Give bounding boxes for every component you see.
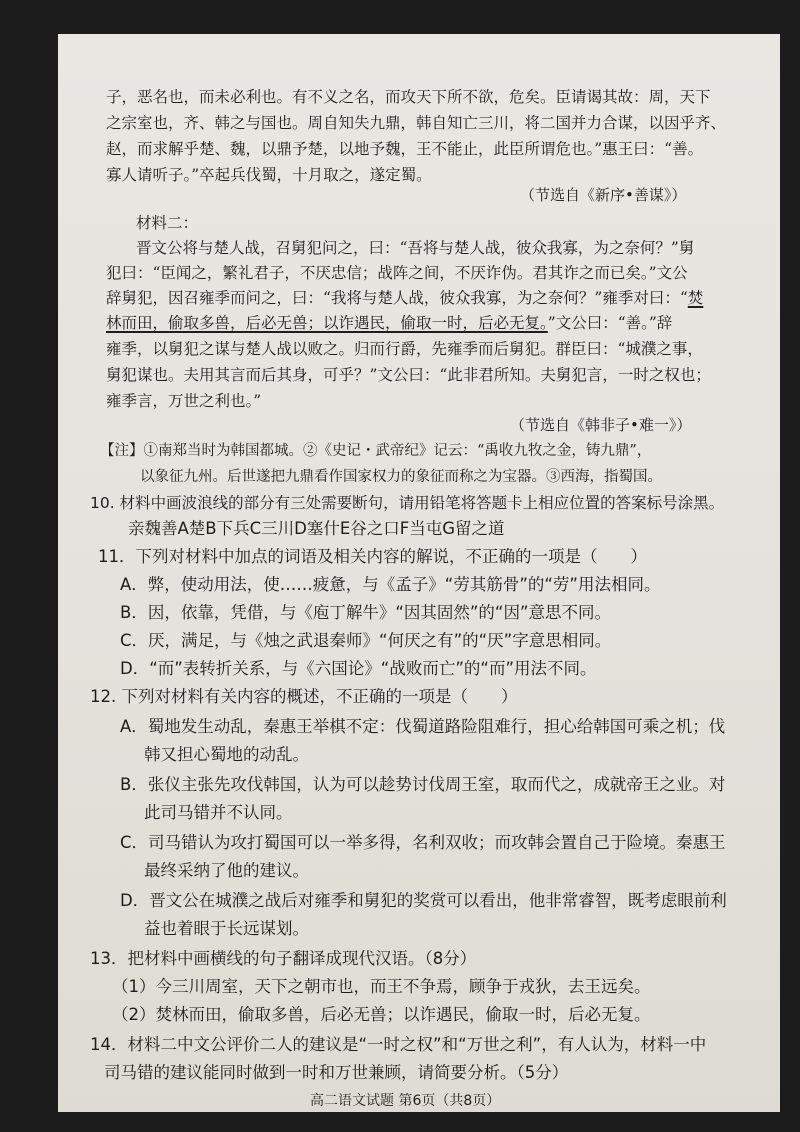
- question-13-stem: 13．把材料中画横线的句子翻译成现代汉语。（8分）: [90, 949, 477, 968]
- question-11-stem: 11．下列对材料中加点的词语及相关内容的解说，不正确的一项是（ ）: [98, 547, 647, 566]
- question-12-option-a[interactable]: A．蜀地发生动乱，秦惠王举棋不定：伐蜀道路险阻难行，担心给韩国可乘之机；伐: [120, 717, 726, 736]
- passage1-source: （节选自《新序•善谋》）: [520, 186, 687, 204]
- passage2-line-2: 犯曰：“臣闻之，繁礼君子，不厌忠信；战阵之间，不厌诈伪。君其诈之而已矣。”文公: [106, 264, 688, 282]
- notes-text-1: ①南郑当时为韩国都城。②《史记・武帝纪》记云：“禹收九牧之金，铸九鼎”，: [143, 443, 652, 459]
- passage1-line-4: 寡人请听子。”卒起兵伐蜀，十月取之，遂定蜀。: [106, 166, 432, 184]
- underlined-sentence-start: 焚: [687, 289, 704, 307]
- passage2-line-4: [106, 312, 672, 334]
- passage1-line-1: 子，恶名也，而未必利也。有不义之名，而攻天下所不欲，危矣。臣请谒其故：周，天下: [106, 88, 711, 106]
- page-footer: 高二语文试题 第6页（共8页）: [310, 1093, 501, 1109]
- passage2-line-3-text: 辞舅犯，因召雍季而问之，曰：“我将与楚人战，彼众我寡，为之奈何？”雍季对曰：“: [106, 289, 688, 307]
- question-13-sentence-2: （2）焚林而田，偷取多兽，后必无兽；以诈遇民，偷取一时，后必无复。: [112, 1005, 651, 1024]
- passage2-line-7: 雍季言，万世之利也。”: [106, 392, 262, 410]
- passage2-label: 材料二：: [136, 214, 199, 232]
- passage2-line-6: 舅犯谋也。夫用其言而后其身，可乎？”文公曰：“此非君所知。夫舅犯言，一时之权也；: [106, 366, 711, 384]
- question-12-option-c[interactable]: C．司马错认为攻打蜀国可以一举多得，名利双收；而攻韩会置自己于险境。秦惠王: [120, 833, 726, 852]
- question-12-stem: 12. 下列对材料有关内容的概述，不正确的一项是（ ）: [90, 687, 518, 706]
- passage2-line-1: 晋文公将与楚人战，召舅犯问之，曰：“吾将与楚人战，彼众我寡，为之奈何？”舅: [136, 239, 695, 257]
- question-10-stem: 10. 材料中画波浪线的部分有三处需要断句，请用铅笔将答题卡上相应位置的答案标号涂黑。: [90, 494, 725, 512]
- passage2-line-5: 雍季，以舅犯之谋与楚人战以败之。归而行爵，先雍季而后舅犯。群臣曰：“城濮之事，: [106, 340, 703, 358]
- question-11-option-b[interactable]: B．因，依靠，凭借，与《庖丁解牛》“因其固然”的“因”意思不同。: [120, 603, 612, 622]
- passage2-source: （节选自《韩非子•难一》）: [510, 416, 692, 434]
- passage2-line-4-rest: ”文公曰：“善。”辞: [547, 314, 673, 332]
- passage1-line-2: 之宗室也，齐、韩之与国也。周自知失九鼎，韩自知亡三川，将二国并力合谋，以因乎齐、: [106, 114, 727, 132]
- question-12-option-b[interactable]: B．张仪主张先攻伐韩国，认为可以趁势讨伐周王室，取而代之，成就帝王之业。对: [120, 775, 726, 794]
- passage1-line-3: 赵，而求解乎楚、魏，以鼎予楚，以地予魏，王不能止，此臣所谓危也。”惠王曰：“善。: [106, 140, 704, 158]
- question-12-option-c-cont: 最终采纳了他的建议。: [144, 861, 309, 880]
- question-11-option-d[interactable]: D．“而”表转折关系，与《六国论》“战败而亡”的“而”用法不同。: [120, 659, 597, 678]
- question-12-option-d-cont: 益也着眼于长远谋划。: [144, 919, 309, 938]
- passage2-line-3: [106, 287, 703, 309]
- exam-page: [58, 34, 780, 1112]
- question-11-option-c[interactable]: C．厌，满足，与《烛之武退秦师》“何厌之有”的“厌”字意思相同。: [120, 631, 612, 650]
- notes-line-2: 以象征九州。后世遂把九鼎看作国家权力的象征而称之为宝器。③西海，指蜀国。: [140, 469, 662, 485]
- underlined-sentence: 林而田，偷取多兽，后必无兽；以诈遇民，偷取一时，后必无复。: [106, 314, 548, 332]
- question-14-line-1: 14．材料二中文公评价二人的建议是“一时之权”和“万世之利”，有人认为，材料一中: [90, 1035, 707, 1054]
- notes-line-1: [100, 440, 651, 462]
- question-12-option-a-cont: 韩又担心蜀地的动乱。: [144, 745, 309, 764]
- question-10-text: 亲魏善A楚B下兵C三川D塞什E谷之口F当屯G留之道: [128, 519, 505, 538]
- question-12-option-d[interactable]: D．晋文公在城濮之战后对雍季和舅犯的奖赏可以看出，他非常睿智，既考虑眼前利: [120, 891, 727, 910]
- question-13-sentence-1: （1）今三川周室，天下之朝市也，而王不争焉，顾争于戎狄，去王远矣。: [112, 977, 651, 996]
- question-14-line-2: 司马错的建议能同时做到一时和万世兼顾，请简要分析。（5分）: [104, 1063, 569, 1082]
- notes-label: 【注】: [100, 443, 144, 459]
- question-12-option-b-cont: 此司马错并不认同。: [144, 803, 293, 822]
- question-11-option-a[interactable]: A．弊，使动用法，使……疲惫，与《孟子》“劳其筋骨”的“劳”用法相同。: [120, 575, 661, 594]
